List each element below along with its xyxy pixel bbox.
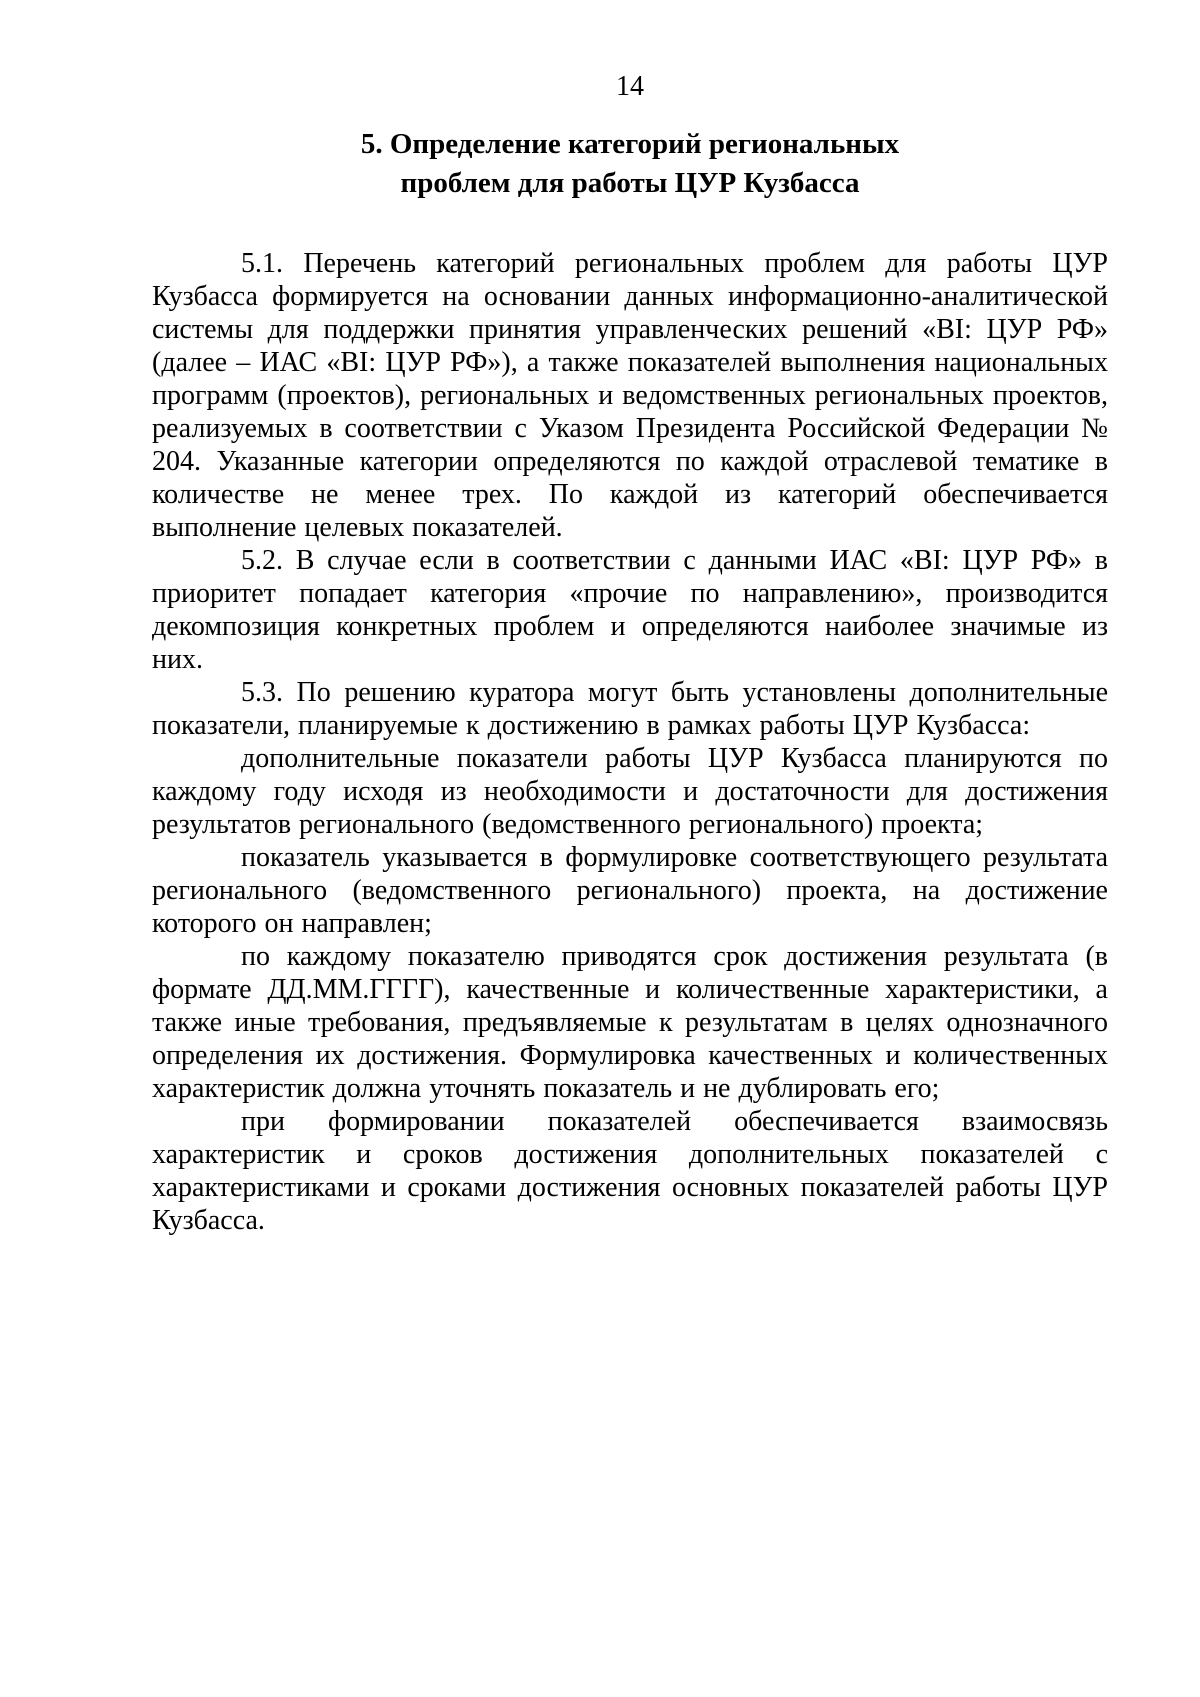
document-title-line-2: проблем для работы ЦУР Кузбасса [400,167,860,199]
paragraph-5-3: 5.3. По решению куратора могут быть установлены дополнительные показатели, планируемые к достижению в рамках работы ЦУР Кузбасса: [152,677,1108,741]
paragraph-5-3-item-indicator-linkage: при формировании показателей обеспечивается взаимосвязь характеристик и сроков достижения дополнительных показателей с характеристиками и сроками достижения основных показателей работы ЦУР Кузбасса. [152,1106,1108,1236]
document-title [152,125,1108,203]
paragraph-5-2: 5.2. В случае если в соответствии с данными ИАС «BI: ЦУР РФ» в приоритет попадает категория «прочие по направлению», производится декомпозиция конкретных проблем и определяются наиболее значимые из них. [152,545,1108,675]
document-title-line-1: 5. Определение категорий региональных [360,128,900,160]
paragraph-5-3-item-indicator-wording: показатель указывается в формулировке соответствующего результата регионального (ведомственного регионального) проекта, на достижение которого он направлен; [152,842,1108,939]
paragraph-5-3-item-indicator-deadline: по каждому показателю приводятся срок достижения результата (в формате ДД.ММ.ГГГГ), качественные и количественные характеристики, а также иные требования, предъявляемые к результатам в целях однозначного определения их достижения. Формулировка качественных и количественных характеристик должна уточнять показатель и не дублировать его; [152,941,1108,1104]
paragraph-5-1: 5.1. Перечень категорий региональных проблем для работы ЦУР Кузбасса формируется на основании данных информационно-аналитической системы для поддержки принятия управленческих решений «BI: ЦУР РФ» (далее – ИАС «BI: ЦУР РФ»), а также показателей выполнения национальных программ (проектов), региональных и ведомственных региональных проектов, реализуемых в соответствии с Указом Президента Российской Федерации № 204. Указанные категории определяются по каждой отраслевой тематике в количестве не менее трех. По каждой из категорий обеспечивается выполнение целевых показателей. [152,248,1108,543]
paragraph-5-3-item-additional-indicators: дополнительные показатели работы ЦУР Кузбасса планируются по каждому году исходя из необходимости и достаточности для достижения результатов регионального (ведомственного регионального) проекта; [152,743,1108,840]
document-body [152,247,1108,1237]
page-number: 14 [616,71,644,102]
